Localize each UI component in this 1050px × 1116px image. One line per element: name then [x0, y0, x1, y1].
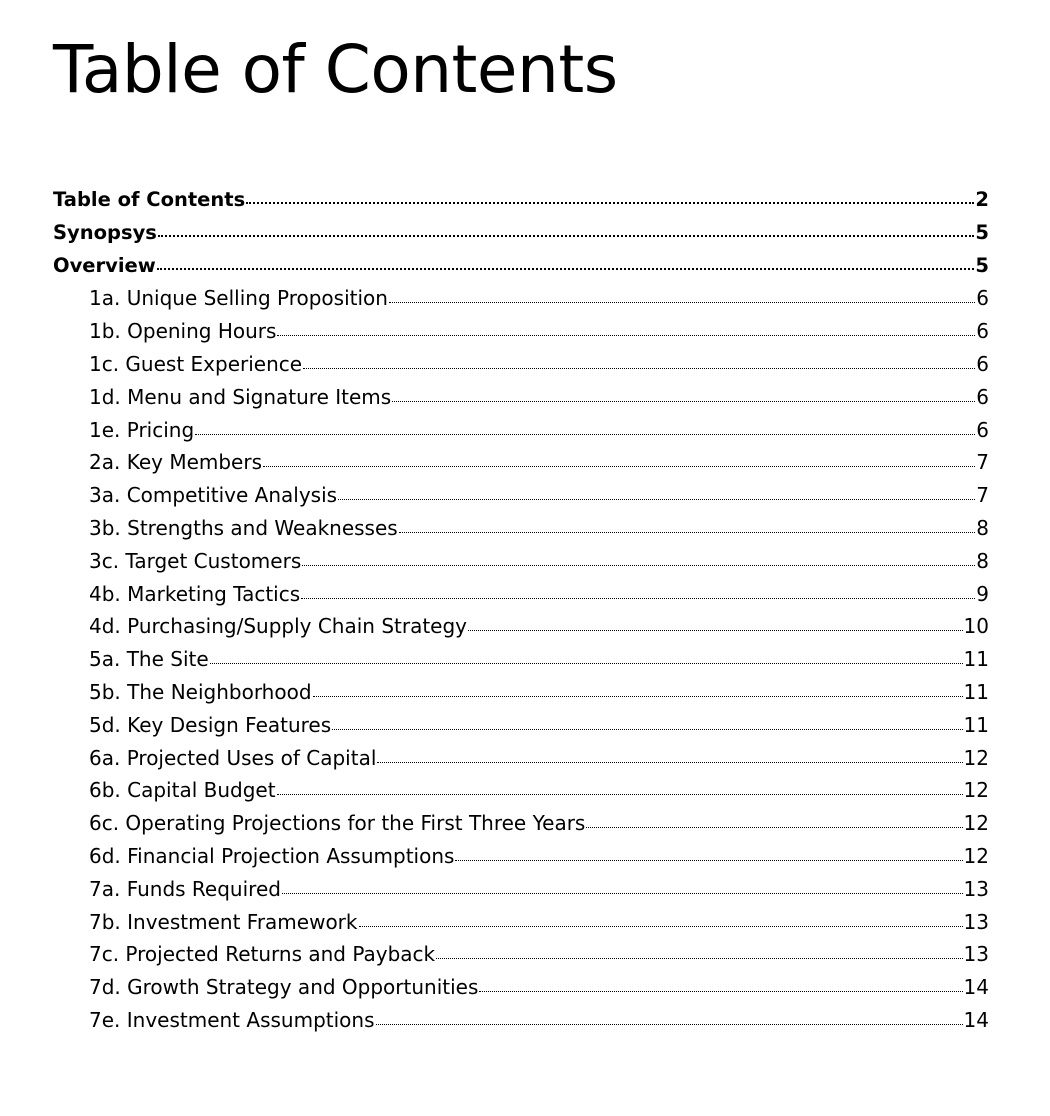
toc-page-number: 7 — [976, 450, 989, 475]
toc-page-number: 8 — [976, 515, 989, 540]
toc-dot-leader — [282, 876, 963, 896]
toc-entry-16[interactable] — [53, 676, 989, 709]
toc-entry-22[interactable] — [53, 873, 989, 906]
toc-entry-label: 1a. Unique Selling Proposition — [89, 286, 388, 311]
toc-page-number: 14 — [963, 1007, 989, 1032]
toc-page-number: 12 — [963, 843, 989, 868]
toc-entry-10[interactable] — [53, 479, 989, 512]
toc-entry-label: 5d. Key Design Features — [89, 712, 332, 737]
toc-dot-leader — [313, 679, 963, 699]
toc-entry-7[interactable] — [53, 381, 989, 414]
toc-dot-leader — [377, 745, 962, 765]
toc-entry-12[interactable] — [53, 545, 989, 578]
toc-dot-leader — [277, 777, 963, 797]
toc-dot-leader — [157, 252, 975, 272]
toc-entry-label: 4b. Marketing Tactics — [89, 581, 301, 606]
toc-dot-leader — [359, 909, 963, 929]
toc-page-number: 11 — [963, 647, 989, 672]
toc-entry-label: 1e. Pricing — [89, 417, 195, 442]
toc-dot-leader — [436, 941, 962, 961]
toc-dot-leader — [392, 384, 975, 404]
toc-page-number: 6 — [976, 417, 989, 442]
toc-entry-4[interactable] — [53, 282, 989, 315]
toc-page-number: 2 — [975, 188, 989, 211]
toc-entry-label: 2a. Key Members — [89, 450, 262, 475]
toc-entry-label: 7d. Growth Strategy and Opportunities — [89, 975, 479, 1000]
toc-page-number: 12 — [963, 745, 989, 770]
toc-entry-14[interactable] — [53, 610, 989, 643]
toc-page-number: 13 — [963, 942, 989, 967]
toc-page-number: 6 — [976, 351, 989, 376]
toc-page-number: 5 — [975, 220, 989, 244]
toc-page-number: 13 — [963, 876, 989, 901]
toc-entry-label: Table of Contents — [53, 188, 246, 211]
toc-entry-label: 6a. Projected Uses of Capital — [89, 745, 377, 770]
toc-entry-24[interactable] — [53, 938, 989, 971]
toc-dot-leader — [303, 351, 975, 371]
toc-page-number: 6 — [976, 286, 989, 311]
toc-entry-20[interactable] — [53, 807, 989, 840]
toc-dot-leader — [246, 187, 974, 207]
toc-entry-3[interactable] — [53, 250, 989, 283]
toc-entry-19[interactable] — [53, 774, 989, 807]
toc-entry-label: 7e. Investment Assumptions — [89, 1007, 375, 1032]
table-of-contents — [53, 184, 989, 1037]
toc-dot-leader — [338, 482, 975, 502]
toc-dot-leader — [302, 548, 975, 568]
toc-entry-label: 3a. Competitive Analysis — [89, 483, 338, 508]
toc-page-number: 9 — [976, 581, 989, 606]
toc-entry-label: 1b. Opening Hours — [89, 319, 277, 344]
toc-dot-leader — [210, 646, 963, 666]
toc-entry-label: 6d. Financial Projection Assumptions — [89, 843, 455, 868]
toc-entry-1[interactable] — [53, 184, 989, 217]
toc-page-number: 12 — [963, 811, 989, 836]
toc-entry-9[interactable] — [53, 446, 989, 479]
toc-entry-label: 4d. Purchasing/Supply Chain Strategy — [89, 614, 468, 639]
toc-entry-13[interactable] — [53, 578, 989, 611]
toc-entry-label: 1d. Menu and Signature Items — [89, 384, 392, 409]
toc-dot-leader — [399, 515, 976, 535]
toc-entry-label: 6b. Capital Budget — [89, 778, 276, 803]
toc-entry-5[interactable] — [53, 315, 989, 348]
toc-entry-2[interactable] — [53, 217, 989, 250]
toc-entry-label: 3b. Strengths and Weaknesses — [89, 515, 398, 540]
toc-entry-label: Synopsys — [53, 220, 157, 244]
toc-dot-leader — [263, 449, 975, 469]
toc-page-number: 10 — [963, 614, 989, 639]
toc-entry-label: 7c. Projected Returns and Payback — [89, 942, 436, 967]
toc-page-number: 11 — [963, 712, 989, 737]
toc-dot-leader — [479, 974, 962, 994]
toc-page-number: 6 — [976, 319, 989, 344]
toc-entry-18[interactable] — [53, 742, 989, 775]
document-page — [53, 0, 989, 1032]
toc-entry-15[interactable] — [53, 643, 989, 676]
toc-dot-leader — [586, 810, 962, 830]
toc-dot-leader — [455, 843, 962, 863]
toc-page-number: 14 — [963, 975, 989, 1000]
toc-entry-label: 1c. Guest Experience — [89, 351, 303, 376]
toc-dot-leader — [389, 285, 975, 305]
toc-entry-25[interactable] — [53, 971, 989, 1004]
toc-entry-17[interactable] — [53, 709, 989, 742]
page-title: Table of Contents — [53, 31, 618, 108]
toc-page-number: 11 — [963, 679, 989, 704]
toc-dot-leader — [468, 613, 963, 633]
toc-dot-leader — [376, 1007, 963, 1027]
toc-entry-8[interactable] — [53, 414, 989, 447]
toc-entry-label: 7a. Funds Required — [89, 876, 281, 901]
toc-entry-26[interactable] — [53, 1004, 989, 1037]
toc-page-number: 7 — [976, 483, 989, 508]
toc-entry-label: 7b. Investment Framework — [89, 909, 358, 934]
toc-entry-label: 6c. Operating Projections for the First Three Years — [89, 811, 586, 836]
toc-dot-leader — [332, 712, 962, 732]
toc-page-number: 6 — [976, 384, 989, 409]
toc-dot-leader — [277, 318, 975, 338]
toc-entry-label: 3c. Target Customers — [89, 548, 302, 573]
toc-page-number: 13 — [963, 909, 989, 934]
toc-entry-21[interactable] — [53, 840, 989, 873]
toc-entry-23[interactable] — [53, 906, 989, 939]
toc-entry-label: Overview — [53, 253, 156, 277]
toc-page-number: 5 — [975, 253, 989, 277]
toc-entry-11[interactable] — [53, 512, 989, 545]
toc-entry-label: 5a. The Site — [89, 647, 209, 672]
toc-entry-label: 5b. The Neighborhood — [89, 679, 312, 704]
toc-dot-leader — [301, 581, 975, 601]
toc-page-number: 8 — [976, 548, 989, 573]
toc-page-number: 12 — [963, 778, 989, 803]
toc-entry-6[interactable] — [53, 348, 989, 381]
toc-dot-leader — [195, 417, 975, 437]
toc-dot-leader — [158, 219, 975, 239]
